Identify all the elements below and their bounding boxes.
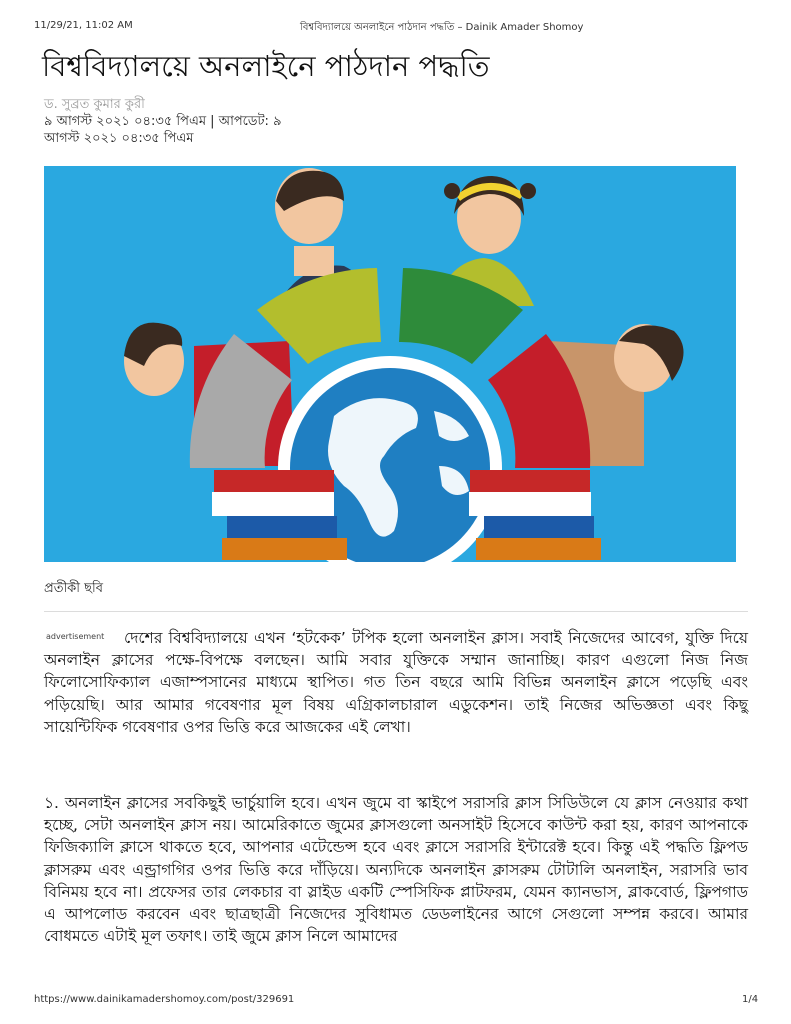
books-left-icon bbox=[212, 470, 347, 560]
article-author[interactable]: ড. সুব্রত কুমার কুরী bbox=[44, 97, 145, 112]
print-page-number: 1/4 bbox=[742, 994, 759, 1005]
image-caption: প্রতীকী ছবি bbox=[44, 581, 103, 596]
books-right-icon bbox=[469, 470, 601, 560]
print-page-title: বিশ্ববিদ্যালয়ে অনলাইনে পাঠদান পদ্ধতি – Dainik Amader Shomoy bbox=[300, 22, 584, 33]
article-title: বিশ্ববিদ্যালয়ে অনলাইনে পাঠদান পদ্ধতি bbox=[42, 49, 490, 83]
divider bbox=[44, 611, 748, 612]
hero-image bbox=[44, 166, 736, 562]
article-paragraph-1: দেশের বিশ্ববিদ্যালয়ে এখন ‘হটকেক’ টপিক হলো অনলাইন ক্লাস। সবাই নিজেদের আবেগ, যুক্তি দিয়ে অনলাইন ক্লাসের পক্ষে-বিপক্ষে বলছেন। আমি সবার যুক্তিকে সম্মান জানাচ্ছি। কারণ এগুলো নিজ নিজ ফিলোসোফিক্যাল এজাম্পসানের মাধ্যমে স্থাপিত। গত তিন বছরে আমি বিভিন্ন অনলাইন ক্লাসে পড়েছি এবং পড়িয়েছি। আর আমার গবেষণার মূল বিষয় এগ্রিকালচারাল এডুকেশন। তাই নিজের অভিজ্ঞতা এবং কিছু সায়েন্টিফিক গবেষণার ওপর ভিত্তি করে আজকের এই লেখা। bbox=[44, 629, 748, 736]
print-datetime: 11/29/21, 11:02 AM bbox=[34, 20, 133, 31]
advertisement-label: advertisement bbox=[46, 632, 105, 641]
print-url[interactable]: https://www.dainikamadershomoy.com/post/329691 bbox=[34, 994, 295, 1005]
article-meta: ৯ আগস্ট ২০২১ ০৪:৩৫ পিএম | আপডেট: ৯ আগস্ট ২০২১ ০৪:৩৫ পিএম bbox=[44, 114, 282, 146]
article-paragraph-2: ১. অনলাইন ক্লাসের সবকিছুই ভার্চুয়ালি হবে। এখন জুমে বা স্কাইপে সরাসরি ক্লাস সিডিউলে যে ক্লাস নেওয়ার কথা হচ্ছে, সেটা অনলাইন ক্লাস নয়। আমেরিকাতে জুমের ক্লাসগুলো অনসাইট হিসেবে কাউন্ট করা হয়, কারণ আপনাকে ফিজিক্যালি ক্লাসে থাকতে হবে, আপনার এটেন্ডেন্স হবে এবং ক্লাসে সরাসরি ইন্টারেক্ট হবে। কিন্তু এই পদ্ধতি ফ্লিপড ক্লাসরুম এবং এন্ড্রাগগির ওপর ভিত্তি করে দাঁড়িয়ে। অন্যদিকে অনলাইন ক্লাসরুম টোটালি অনলাইন, সরাসরি ভাব বিনিময় হবে না। প্রফেসর তার লেকচার বা স্লাইড একটি স্পেসিফিক প্লাটফরম, যেমন ক্যানভাস, ব্লাকবোর্ড, ফ্লিপগাড এ আপলোড করবেন এবং ছাত্রছাত্রী নিজেদের সুবিধামত ডেডলাইনের আগে সেগুলো সম্পন্ন করবে। আমার বোধমতে এটাই মূল তফাৎ। তাই জুমে ক্লাস নিলে আমাদের bbox=[44, 794, 748, 946]
hero-illustration bbox=[44, 166, 736, 562]
